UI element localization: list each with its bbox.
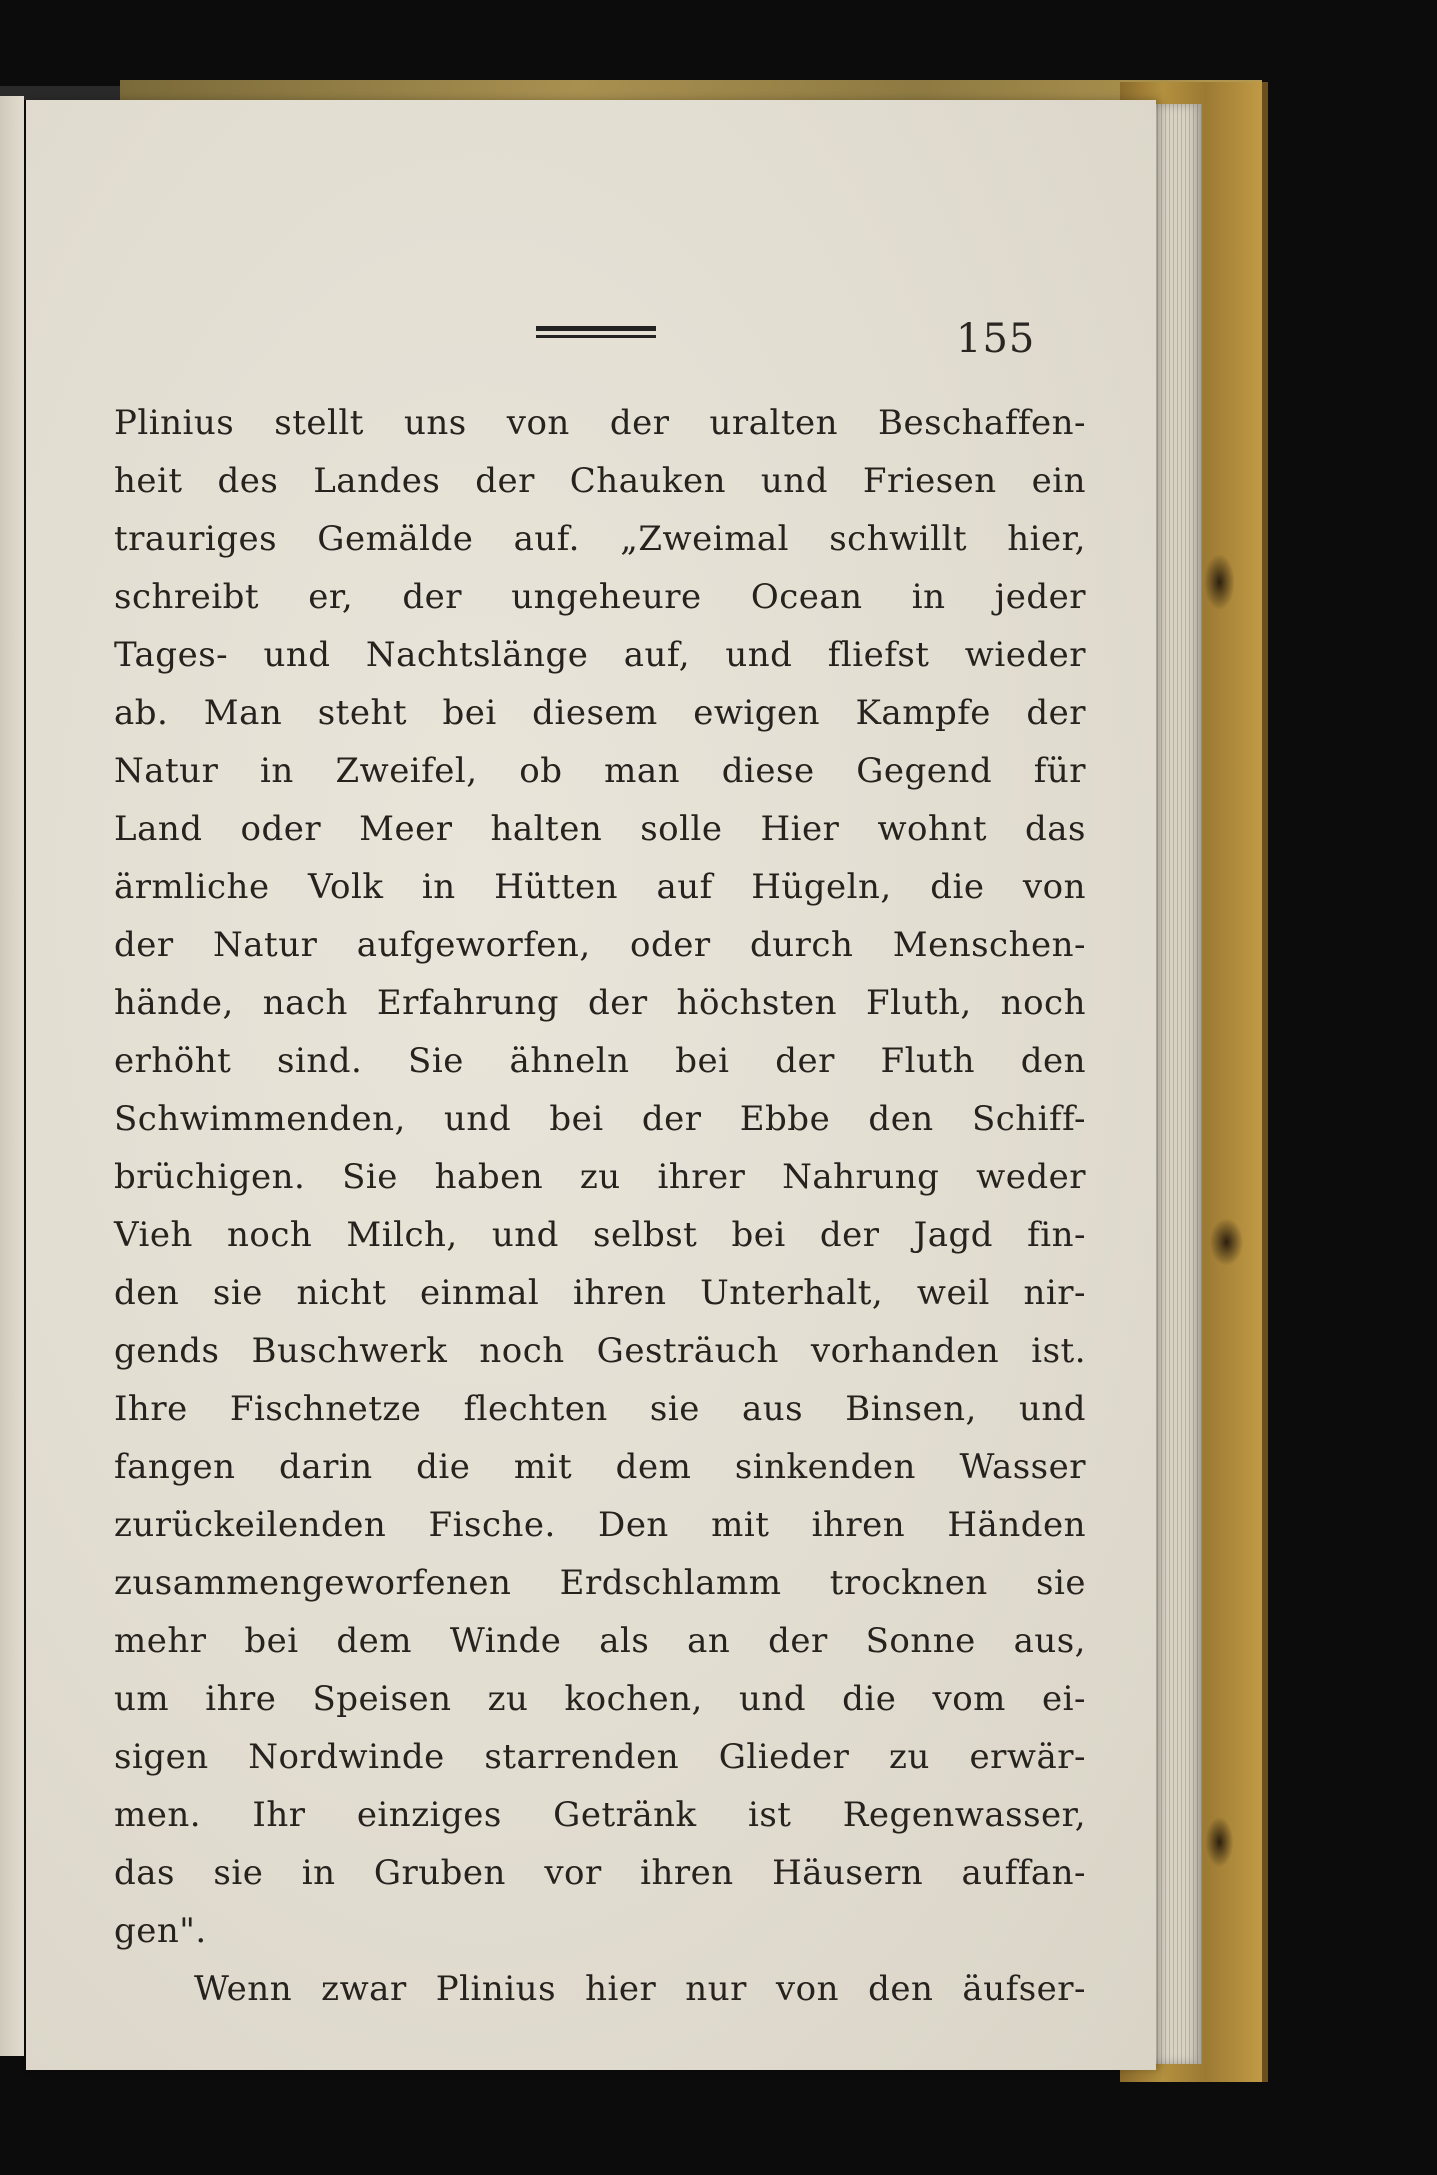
text-line: men. Ihr einziges Getränk ist Regenwasser, [114, 1795, 1086, 1835]
text-line: Natur in Zweifel, ob man diese Gegend für [114, 751, 1086, 791]
text-line: ab. Man steht bei diesem ewigen Kampfe der [114, 693, 1086, 733]
text-line: den sie nicht einmal ihren Unterhalt, weil nir- [114, 1273, 1086, 1313]
book-page [26, 100, 1156, 2070]
text-line: das sie in Gruben vor ihren Häusern auffan- [114, 1853, 1086, 1893]
header-rule [536, 326, 656, 340]
text-line: fangen darin die mit dem sinkenden Wasser [114, 1447, 1086, 1487]
text-line: Ihre Fischnetze flechten sie aus Binsen, und [114, 1389, 1086, 1429]
text-line: mehr bei dem Winde als an der Sonne aus, [114, 1621, 1086, 1661]
page-number: 155 [956, 316, 1036, 362]
text-line: trauriges Gemälde auf. „Zweimal schwillt hier, [114, 519, 1086, 559]
text-line: hände, nach Erfahrung der höchsten Fluth, noch [114, 983, 1086, 1023]
text-line: Schwimmenden, und bei der Ebbe den Schiff- [114, 1099, 1086, 1139]
text-line: der Natur aufgeworfen, oder durch Menschen- [114, 925, 1086, 965]
text-line: schreibt er, der ungeheure Ocean in jeder [114, 577, 1086, 617]
text-line: gends Buschwerk noch Gesträuch vorhanden ist. [114, 1331, 1086, 1371]
text-line: um ihre Speisen zu kochen, und die vom ei- [114, 1679, 1086, 1719]
text-line: gen". [114, 1911, 207, 1951]
text-line: zurückeilenden Fische. Den mit ihren Händen [114, 1505, 1086, 1545]
text-line: heit des Landes der Chauken und Friesen ein [114, 461, 1086, 501]
page-text [114, 394, 1086, 2018]
text-line: Wenn zwar Plinius hier nur von den äufser- [194, 1969, 1086, 2009]
text-line: erhöht sind. Sie ähneln bei der Fluth den [114, 1041, 1086, 1081]
page-leaf-edges [1150, 104, 1202, 2064]
text-line: Tages- und Nachtslänge auf, und fliefst wieder [114, 635, 1086, 675]
text-line: Vieh noch Milch, und selbst bei der Jagd fin- [114, 1215, 1086, 1255]
text-line: sigen Nordwinde starrenden Glieder zu erwär- [114, 1737, 1086, 1777]
text-line: brüchigen. Sie haben zu ihrer Nahrung weder [114, 1157, 1086, 1197]
text-line: Land oder Meer halten solle Hier wohnt das [114, 809, 1086, 849]
text-line: ärmliche Volk in Hütten auf Hügeln, die von [114, 867, 1086, 907]
previous-page-edge [0, 96, 24, 2056]
text-line: Plinius stellt uns von der uralten Beschaffen- [114, 403, 1086, 443]
text-line: zusammengeworfenen Erdschlamm trocknen sie [114, 1563, 1086, 1603]
